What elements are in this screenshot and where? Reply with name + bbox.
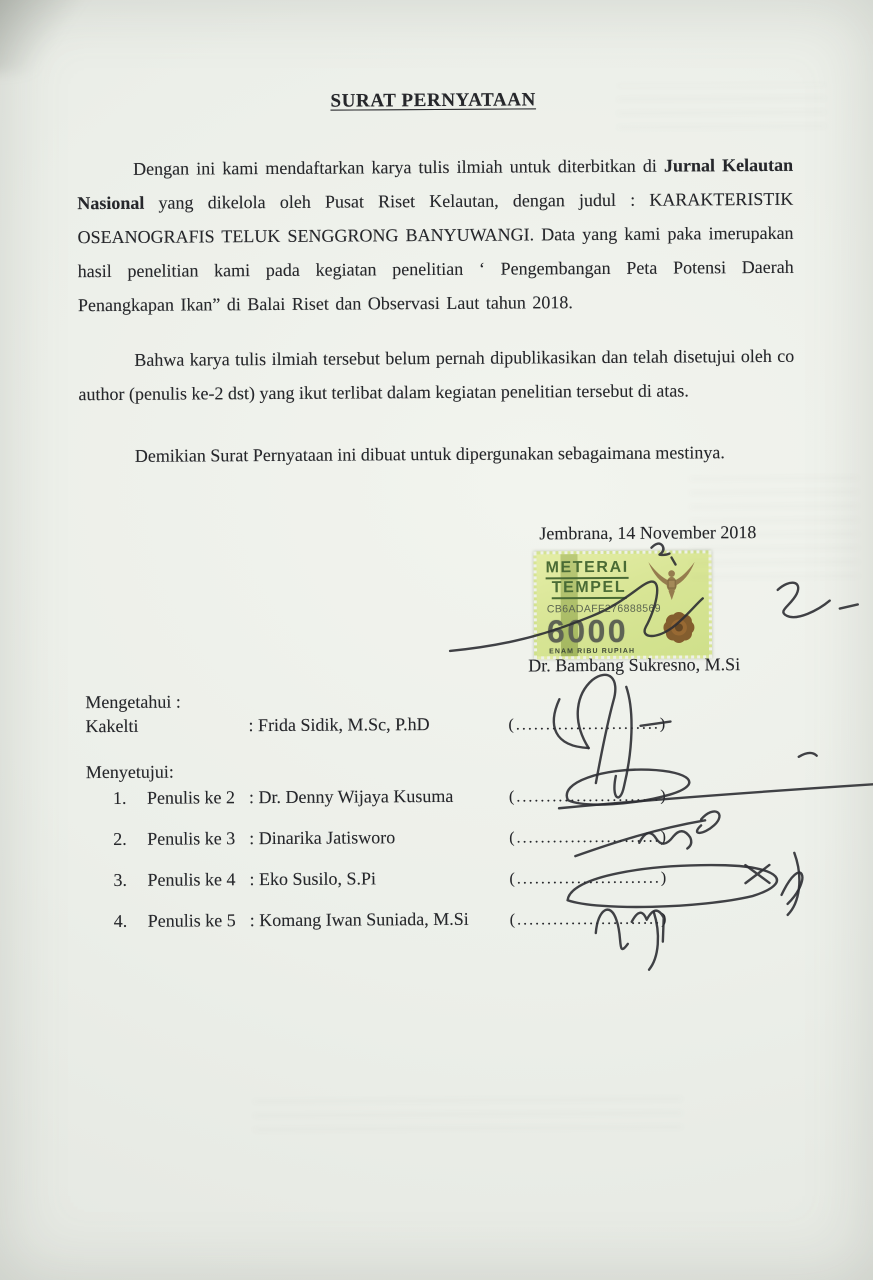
paragraph-intro — [77, 148, 794, 322]
bleedthrough-smudge — [253, 1087, 683, 1132]
row-label: Penulis ke 4 — [147, 869, 236, 890]
main-signer-name: Dr. Bambang Sukresno, M.Si — [528, 654, 741, 676]
rosette-ornament-icon — [658, 606, 700, 648]
stamp-value: 6000 — [546, 612, 629, 650]
journal-name-bold: Jurnal Kelautan Nasional — [77, 154, 794, 214]
row-signature-slot: (........................) — [509, 869, 669, 888]
garuda-emblem-icon — [647, 557, 697, 603]
row-signature-slot: (........................) — [509, 828, 668, 847]
ack-name: : Frida Sidik, M.Sc, P.hD — [248, 714, 430, 736]
row-name: : Komang Iwan Suniada, M.Si — [249, 908, 469, 931]
ack-heading: Mengetahui : — [85, 691, 181, 713]
row-number: 1. — [112, 787, 127, 808]
stamp-word-tempel: TEMPEL — [552, 579, 627, 599]
row-label: Penulis ke 3 — [147, 828, 236, 849]
date-line: Jembrana, 14 November 2018 — [539, 522, 757, 544]
stamp-serial-number: CB6ADAFF276888569 — [546, 602, 662, 616]
paragraph-intro-lead: Dengan ini kami mendaftarkan karya tulis ilmiah untuk diterbitkan di — [133, 155, 657, 179]
row-name: : Eko Susilo, S.Pi — [249, 868, 377, 890]
row-signature-slot: (........................) — [508, 787, 668, 806]
row-number: 4. — [113, 910, 128, 931]
row-signature-slot: (........................) — [509, 910, 669, 929]
ack-role: Kakelti — [85, 715, 139, 737]
paragraph-closing: Demikian Surat Pernyataan ini dibuat untuk dipergunakan sebagaimana mestinya. — [134, 442, 725, 466]
signature-frida — [554, 674, 671, 797]
row-label: Penulis ke 5 — [147, 910, 236, 931]
page-title: SURAT PERNYATAAN — [330, 89, 536, 112]
ack-signature-slot: (........................) — [508, 715, 668, 734]
paragraph-intro-rest: yang dikelola oleh Pusat Riset Kelautan, dengan judul : KARAKTERISTIK OSEANOGRAFIS TELUK SENGGRONG BANYUWANGI. Data yang kami paka imerupakan hasil penelitian kami pada kegiatan penelitian ‘ Pengembangan Peta Potensi Daerah Penangkapan Ikan” di Balai Riset dan Observasi Laut tahun 2018. — [77, 188, 794, 316]
stamp-word-meterai: METERAI — [546, 559, 629, 579]
approve-heading: Menyetujui: — [85, 761, 174, 783]
row-number: 2. — [113, 828, 127, 849]
stamp-value-words: ENAM RIBU RUPIAH — [549, 647, 636, 656]
meterai-stamp — [533, 550, 712, 659]
row-name: : Dinarika Jatisworo — [249, 827, 396, 849]
row-name: : Dr. Denny Wijaya Kusuma — [248, 785, 454, 808]
stamp-words — [546, 559, 629, 599]
row-label: Penulis ke 2 — [146, 787, 236, 808]
paragraph-declaration: Bahwa karya tulis ilmiah tersebut belum pernah dipublikasikan dan telah disetujui oleh co author (penulis ke-2 dst) yang ikut terlibat dalam kegiatan penelitian tersebut di atas. — [78, 345, 795, 405]
row-number: 3. — [113, 869, 128, 890]
